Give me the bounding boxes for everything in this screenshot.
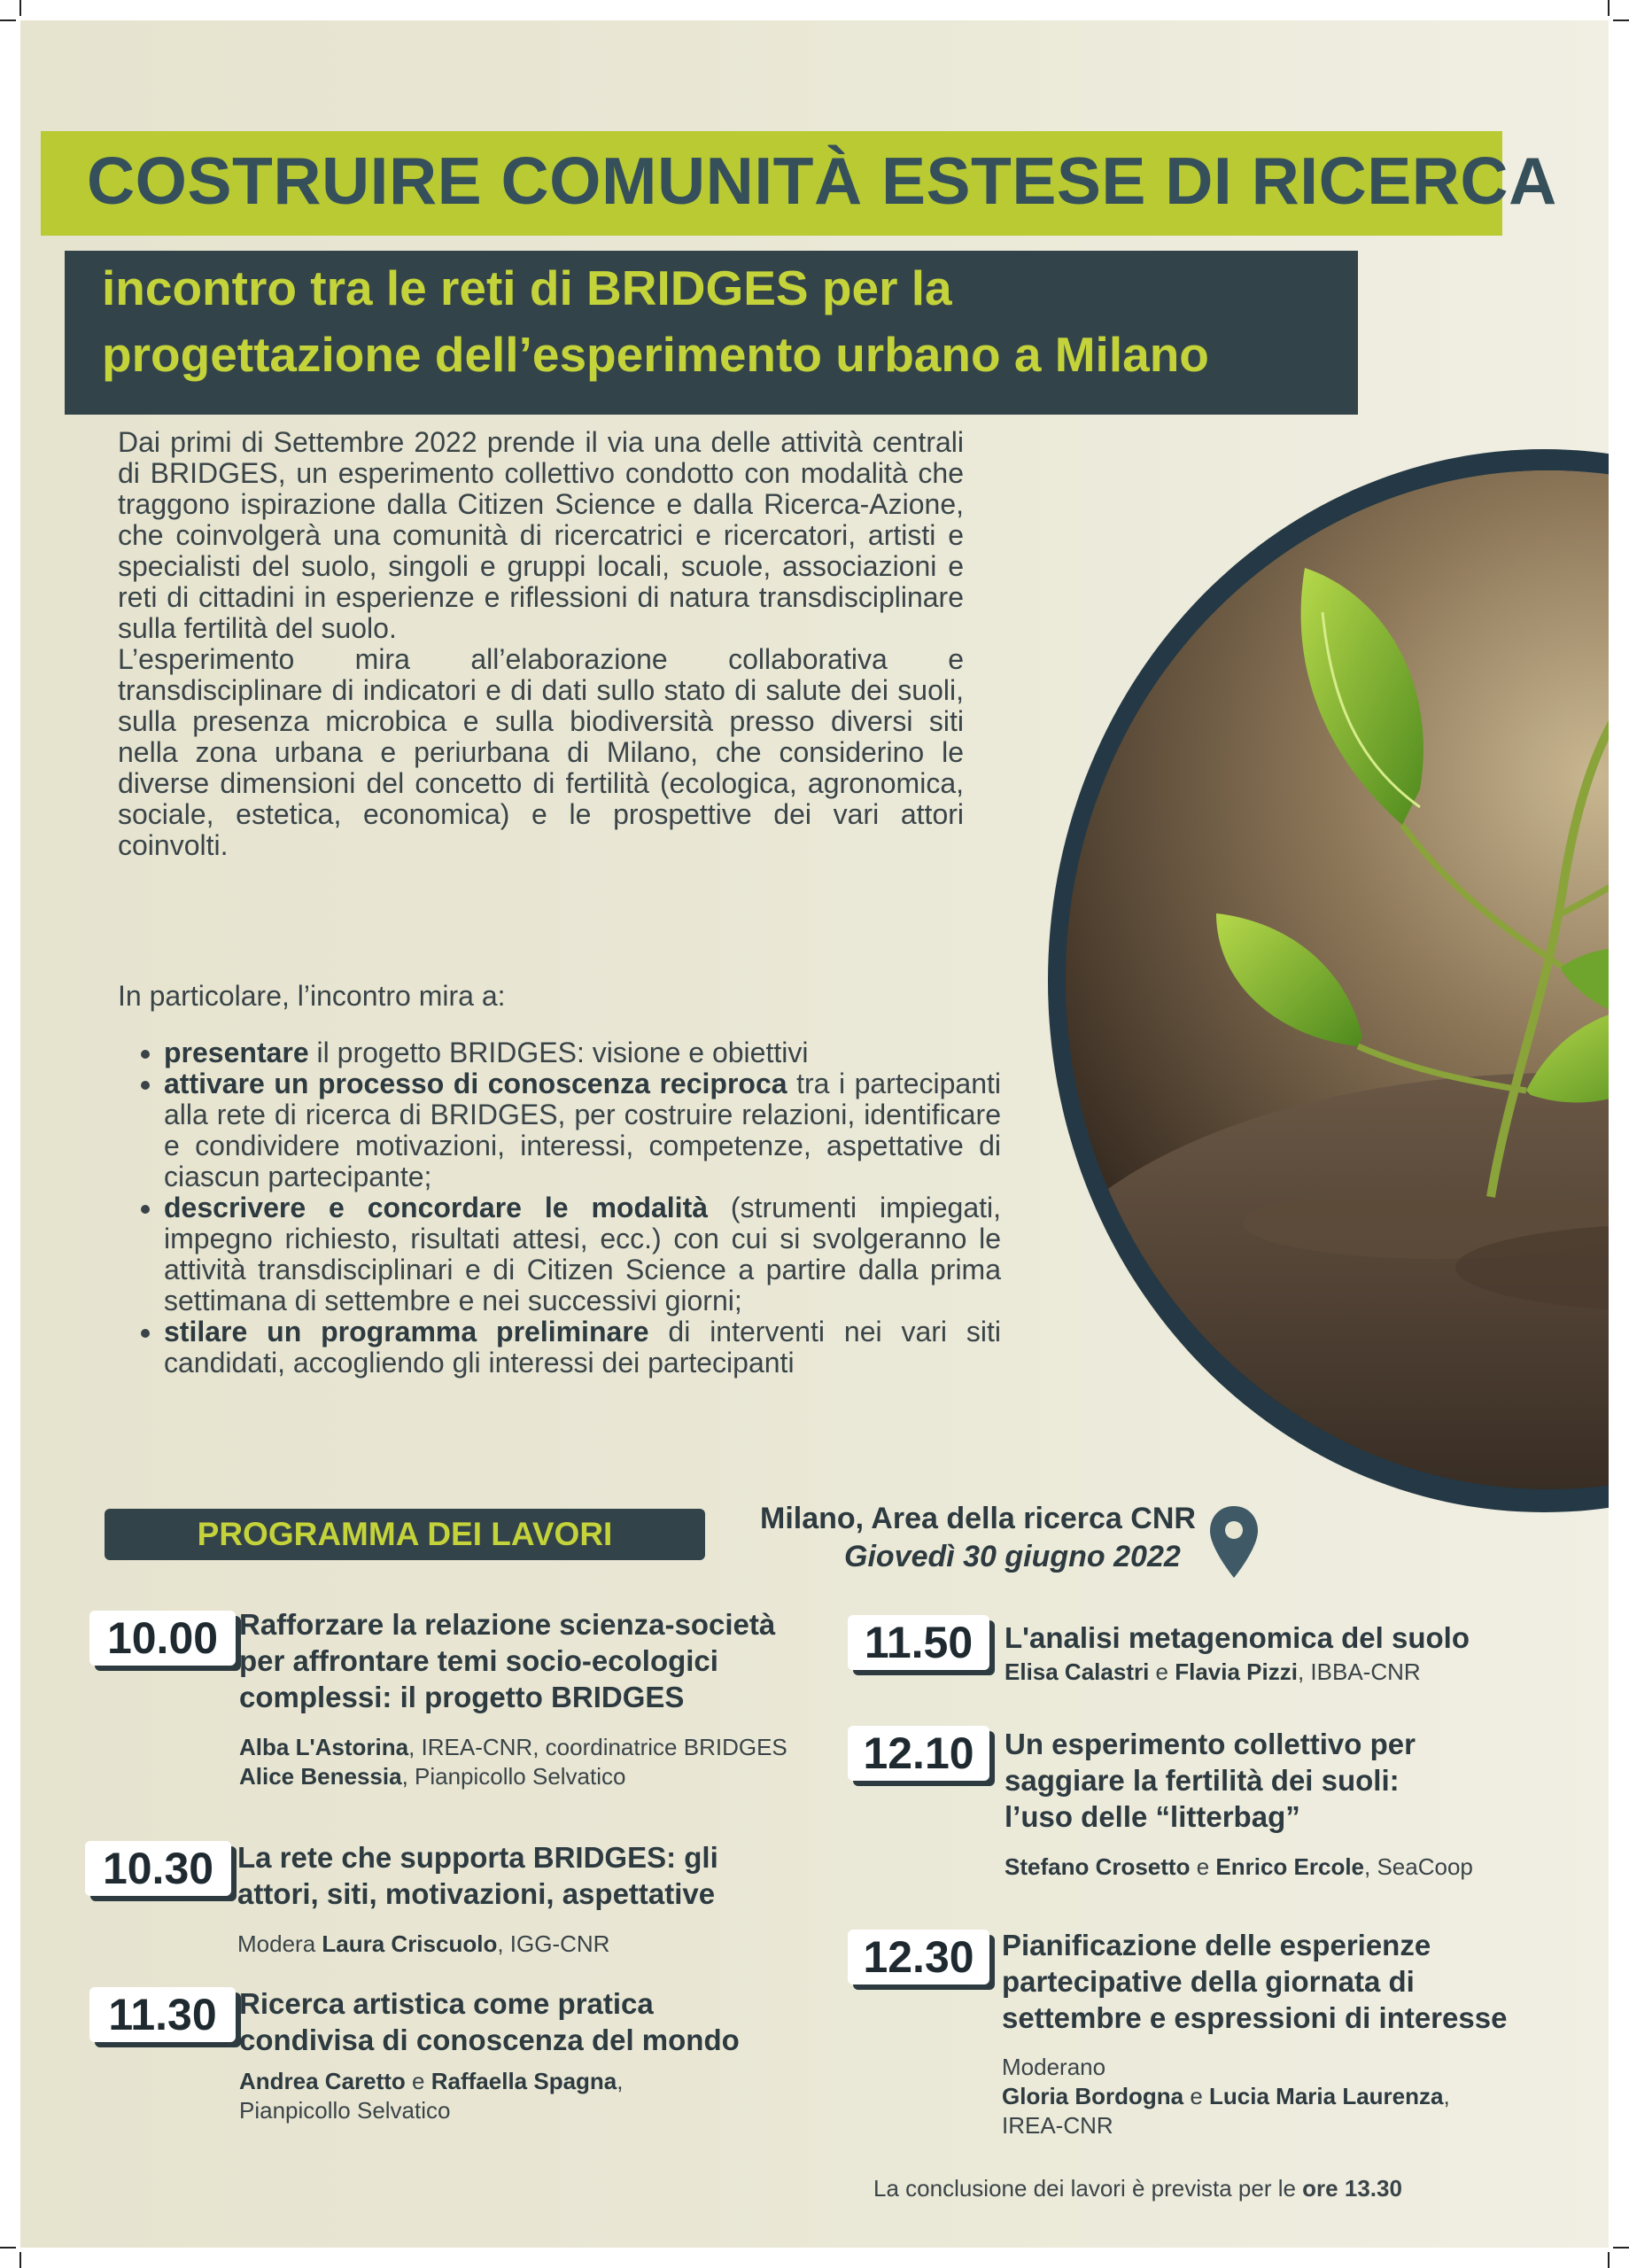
time-badge: 10.30 bbox=[85, 1841, 231, 1896]
session-title: Ricerca artistica come pratica condivisa di conoscenza del mondo bbox=[239, 1987, 740, 2056]
intro-paragraph-2: L’esperimento mira all’elaborazione collaborativa e transdisciplinare di indicatori e di dati sullo stato di salute dei suoli, sulla presenza microbica e sulla biodiversità presso diversi siti nella zona urbana e periurbana di Milano, che considerino le diverse dimensioni del concetto di fertilità (ecologica, agronomica, sociale, estetica, economica) e le prospettive dei vari attori coinvolti. bbox=[118, 643, 964, 861]
session-speakers: Moderano Gloria Bordogna e Lucia Maria Laurenza, IREA-CNR bbox=[1002, 2054, 1450, 2139]
time-badge: 12.10 bbox=[848, 1726, 989, 1781]
session-title: La rete che supporta BRIDGES: gli attori, siti, motivazioni, aspettative bbox=[237, 1841, 718, 1910]
page-title: COSTRUIRE COMUNITÀ ESTESE DI RICERCA bbox=[87, 144, 1557, 218]
crop-mark bbox=[0, 19, 16, 21]
crop-mark bbox=[1613, 19, 1629, 21]
time-badge: 11.50 bbox=[848, 1615, 989, 1670]
session-speakers: Alba L'Astorina, IREA-CNR, coordinatrice BRIDGES Alice Benessia, Pianpicollo Selvatico bbox=[239, 1734, 787, 1790]
programma-title: PROGRAMMA DEI LAVORI bbox=[197, 1516, 613, 1552]
event-location: Milano, Area della ricerca CNR bbox=[760, 1502, 1196, 1535]
event-date: Giovedì 30 giugno 2022 bbox=[844, 1540, 1181, 1573]
crop-mark bbox=[0, 2247, 16, 2249]
intro-text bbox=[118, 427, 964, 861]
crop-mark bbox=[1608, 0, 1610, 16]
crop-mark bbox=[1608, 2252, 1610, 2268]
list-item: • descrivere e concordare le modalità (strumenti impiegati, impegno richiesto, risultati attesi, ecc.) con cui si svolgeranno le attività transdisciplinari e di Citizen Science a partire dalla prima settimana di settembre e nei successivi giorni; bbox=[164, 1192, 1001, 1317]
crop-mark bbox=[19, 2252, 21, 2268]
session-title: Un esperimento collettivo per saggiare la fertilità dei suoli: l’uso delle “litterbag” bbox=[1005, 1728, 1416, 1833]
session-title: Rafforzare la relazione scienza-società per affrontare temi socio-ecologici complessi: il progetto BRIDGES bbox=[239, 1608, 776, 1713]
time-badge: 11.30 bbox=[89, 1987, 236, 2042]
aims-list bbox=[127, 1037, 1001, 1379]
list-item: • attivare un processo di conoscenza reciproca tra i partecipanti alla rete di ricerca di BRIDGES, per costruire relazioni, identificare e condividere motivazioni, interessi, competenze, aspettative di ciascun partecipante; bbox=[164, 1068, 1001, 1192]
subtitle-line-1: incontro tra le reti di BRIDGES per la bbox=[102, 260, 952, 315]
crop-mark bbox=[1613, 2247, 1629, 2249]
subtitle-line-2: progettazione dell’esperimento urbano a Milano bbox=[102, 327, 1209, 382]
closing-note: La conclusione dei lavori è prevista per le ore 13.30 bbox=[873, 2175, 1402, 2202]
list-item: • stilare un programma preliminare di interventi nei vari siti candidati, accogliendo gli interessi dei partecipanti bbox=[164, 1317, 1001, 1379]
session-speakers: Modera Laura Criscuolo, IGG-CNR bbox=[237, 1930, 610, 1957]
seedling-photo bbox=[1066, 470, 1609, 1489]
poster bbox=[20, 20, 1609, 2248]
aims-intro: In particolare, l’incontro mira a: bbox=[118, 980, 506, 1012]
map-pin-icon bbox=[1207, 1504, 1261, 1580]
session-speakers: Andrea Caretto e Raffaella Spagna, Pianpicollo Selvatico bbox=[239, 2068, 624, 2124]
session-title: Pianificazione delle esperienze partecipative della giornata di settembre e espressioni di interesse bbox=[1002, 1929, 1508, 2034]
seedling-illustration bbox=[1066, 470, 1609, 1489]
time-badge: 12.30 bbox=[848, 1930, 989, 1984]
intro-paragraph-1: Dai primi di Settembre 2022 prende il via una delle attività centrali di BRIDGES, un esperimento collettivo condotto con modalità che traggono ispirazione dalla Citizen Science e dalla Ricerca-Azione, che coinvolgerà una comunità di ricercatrici e ricercatori, artisti e specialisti del suolo, singoli e gruppi locali, scuole, associazioni e reti di cittadini in esperienze e riflessioni di natura transdisciplinare sulla fertilità del suolo. bbox=[118, 426, 964, 644]
time-badge: 10.00 bbox=[89, 1611, 236, 1666]
list-item: • presentare il progetto BRIDGES: visione e obiettivi bbox=[164, 1037, 1001, 1068]
session-title: L'analisi metagenomica del suolo bbox=[1005, 1621, 1470, 1654]
crop-mark bbox=[19, 0, 21, 16]
session-speakers: Stefano Crosetto e Enrico Ercole, SeaCoop bbox=[1005, 1853, 1473, 1880]
session-speakers: Elisa Calastri e Flavia Pizzi, IBBA-CNR bbox=[1005, 1658, 1421, 1685]
